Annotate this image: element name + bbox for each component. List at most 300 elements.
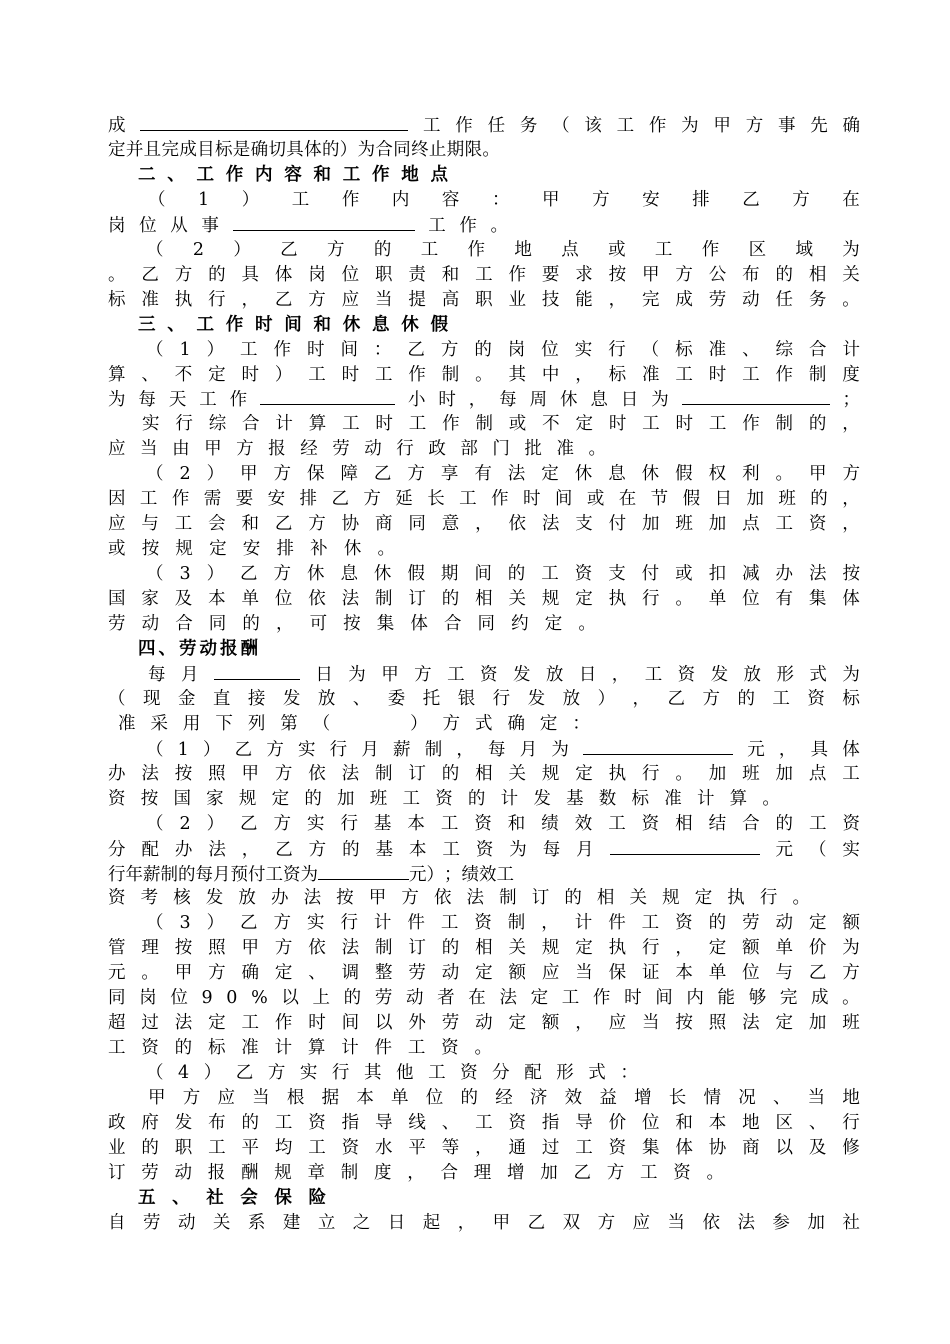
char: 基 xyxy=(375,839,393,860)
char: 集 xyxy=(376,614,395,634)
char: 行 xyxy=(608,339,626,360)
char: 够 xyxy=(748,988,767,1009)
char: 乙 xyxy=(240,564,258,585)
char: 。 xyxy=(108,264,126,285)
char: 行 xyxy=(340,913,358,934)
char: 限 xyxy=(464,139,483,160)
char: 月 xyxy=(576,839,594,860)
char: 合 xyxy=(809,339,827,360)
char: （ xyxy=(146,913,164,934)
char: 按 xyxy=(675,1013,693,1034)
char: 定 xyxy=(708,938,727,959)
char: 时 xyxy=(708,364,727,385)
char: 的 xyxy=(321,139,340,160)
char: 法 xyxy=(737,1212,755,1233)
char: 资 xyxy=(677,664,696,685)
char: 规 xyxy=(541,763,560,784)
char: 保 xyxy=(608,963,627,984)
char: 工 xyxy=(402,788,420,809)
char: ） xyxy=(206,339,225,360)
char: 按 xyxy=(174,763,193,784)
char: （ xyxy=(146,339,164,360)
text-line xyxy=(108,137,500,163)
char: 定 xyxy=(694,888,713,909)
char: 与 xyxy=(141,514,159,535)
char: 时 xyxy=(522,489,541,510)
char: ） xyxy=(241,189,260,210)
char: 方 xyxy=(174,264,193,285)
text-line xyxy=(148,661,860,687)
char: ， xyxy=(407,1162,425,1183)
char: 方 xyxy=(702,688,720,709)
char: 定 xyxy=(274,963,293,984)
char: 合 xyxy=(742,813,760,834)
char: 价 xyxy=(608,1113,627,1133)
char: 方 xyxy=(414,664,432,685)
char: 的 xyxy=(507,564,526,585)
char: 水 xyxy=(375,1137,393,1158)
char: 资 xyxy=(441,1038,459,1059)
char: 为 xyxy=(108,390,126,411)
char: 工 xyxy=(199,390,217,411)
char: 乙 xyxy=(667,688,685,709)
char: 为 xyxy=(651,390,669,411)
char: ， xyxy=(842,489,860,510)
char: 第 xyxy=(280,713,298,734)
char: 岗 xyxy=(507,339,526,360)
char: 薪 xyxy=(143,864,161,885)
char: 。 xyxy=(490,215,508,236)
char: 每 xyxy=(148,664,166,685)
char: （ xyxy=(146,739,164,760)
char: 准 xyxy=(118,713,136,734)
char: 技 xyxy=(541,289,560,310)
char: 享 xyxy=(440,464,459,485)
char: 协 xyxy=(708,1137,727,1158)
char: 周 xyxy=(529,390,548,411)
char: 工 xyxy=(423,116,441,136)
text-line xyxy=(148,187,860,213)
char: 标 xyxy=(214,139,233,160)
char: 方 xyxy=(273,464,292,485)
char: （ xyxy=(552,116,570,136)
char: 其 xyxy=(508,364,526,385)
char: 发 xyxy=(533,788,551,809)
char: 单 xyxy=(775,938,793,959)
char: ） xyxy=(339,139,358,160)
char: 要 xyxy=(235,489,254,510)
char: 加 xyxy=(807,1212,825,1233)
char: 工 xyxy=(608,813,626,834)
char: 配 xyxy=(524,1063,542,1084)
char: 行 xyxy=(642,589,660,610)
char: 班 xyxy=(778,489,796,510)
char: 方 xyxy=(267,1063,286,1084)
text-line xyxy=(108,935,860,961)
char: 本 xyxy=(708,1113,727,1133)
char: 相 xyxy=(675,813,693,834)
char: 法 xyxy=(341,763,360,784)
char: 具 xyxy=(286,139,304,160)
char: 完 xyxy=(161,139,179,160)
char: 应 xyxy=(108,514,126,535)
char: 位 xyxy=(642,1113,660,1133)
char: 政 xyxy=(108,1113,126,1133)
char: 法 xyxy=(341,938,360,959)
char: 年 xyxy=(125,864,143,885)
char: 商 xyxy=(375,514,393,535)
char: 规 xyxy=(274,1162,292,1183)
char: 资 xyxy=(608,1137,627,1158)
char: 延 xyxy=(395,489,413,510)
char: 作 xyxy=(491,489,509,510)
char: 相 xyxy=(475,763,493,784)
char: 准 xyxy=(664,788,682,809)
char: 实 xyxy=(142,414,160,435)
char: 照 xyxy=(208,938,226,959)
char: 的 xyxy=(441,589,460,610)
char: 为 xyxy=(842,664,860,685)
char: 按 xyxy=(140,788,159,809)
char: 地 xyxy=(514,239,532,260)
char: 有 xyxy=(474,464,492,485)
char: 依 xyxy=(308,589,326,610)
char: ； xyxy=(842,390,860,411)
char: 制 xyxy=(340,1162,359,1183)
char: 工 xyxy=(642,414,660,435)
char: （ xyxy=(641,339,660,360)
section-heading xyxy=(138,636,258,662)
char: 五 xyxy=(138,1187,156,1208)
char: 体 xyxy=(274,264,293,285)
char: 。 xyxy=(482,139,500,160)
char: 理 xyxy=(141,938,159,959)
char: ： xyxy=(491,189,510,210)
char: 理 xyxy=(473,1162,492,1183)
char: 工 xyxy=(241,1013,259,1034)
char: 工 xyxy=(442,839,460,860)
text-line xyxy=(118,711,590,737)
char: 考 xyxy=(140,888,159,909)
char: 工 xyxy=(440,813,459,834)
char: 、 xyxy=(141,364,159,385)
char: 方 xyxy=(308,514,326,535)
char: 加 xyxy=(642,514,660,535)
char: 是 xyxy=(232,139,251,160)
text-line xyxy=(148,1085,860,1111)
char: 标 xyxy=(608,364,627,385)
char: 元 xyxy=(775,839,793,860)
char: ， xyxy=(457,1212,476,1233)
char: 甲 xyxy=(241,938,259,959)
char: 节 xyxy=(650,489,669,510)
text-line xyxy=(108,486,860,512)
char: 定 xyxy=(475,963,493,984)
char: 效 xyxy=(479,864,497,885)
text-line xyxy=(108,1010,860,1036)
char: 办 xyxy=(108,763,126,784)
char: 乙 xyxy=(141,264,159,285)
char: 资 xyxy=(341,1137,360,1158)
char: 作 xyxy=(508,264,526,285)
char: 的 xyxy=(564,888,582,909)
char: 日 xyxy=(387,1212,406,1233)
char: 工 xyxy=(496,864,514,885)
char: 过 xyxy=(141,1013,159,1034)
char: 安 xyxy=(267,489,286,510)
char: 制 xyxy=(441,364,460,385)
char: 完 xyxy=(779,988,798,1009)
char: 每 xyxy=(499,390,517,411)
char: 同 xyxy=(477,614,496,634)
char: 作 xyxy=(742,414,760,435)
char: 的 xyxy=(242,614,260,634)
char: 工 xyxy=(108,1038,126,1059)
char: 甲 xyxy=(240,464,258,485)
char: 事 xyxy=(777,116,796,136)
char: 、 xyxy=(352,688,371,709)
char: 同 xyxy=(393,139,411,160)
char: 依 xyxy=(308,763,326,784)
char: ， xyxy=(575,1013,593,1034)
char: 先 xyxy=(810,116,828,136)
char: ， xyxy=(575,364,593,385)
char: 建 xyxy=(282,1212,301,1233)
text-line xyxy=(108,362,860,388)
char: 算 xyxy=(729,788,748,809)
char: 执 xyxy=(608,938,627,959)
section-heading xyxy=(138,312,448,338)
fill-in-blank xyxy=(610,836,760,855)
text-line xyxy=(108,112,860,138)
char: ） xyxy=(206,564,225,585)
char: 为 xyxy=(842,239,860,260)
char: 标 xyxy=(842,688,860,709)
char: 资 xyxy=(842,813,860,834)
char: 实 xyxy=(298,739,316,760)
char: 基 xyxy=(373,813,392,834)
char: 内 xyxy=(255,164,273,185)
char: 时 xyxy=(255,314,273,335)
char: 照 xyxy=(708,1013,727,1034)
char: 关 xyxy=(629,888,647,909)
char: 方 xyxy=(182,1088,201,1109)
char: 当 xyxy=(252,1088,270,1109)
char: 应 xyxy=(217,1088,235,1109)
char: 报 xyxy=(220,638,238,659)
text-line xyxy=(108,686,860,712)
char: 动 xyxy=(405,988,424,1009)
char: 工 xyxy=(654,239,673,260)
char: 工 xyxy=(308,1137,326,1158)
char: 的 xyxy=(775,813,794,834)
char: 班 xyxy=(842,1013,860,1034)
text-line xyxy=(108,1160,724,1186)
char: 计 xyxy=(274,1038,293,1059)
char: 休 xyxy=(306,564,325,585)
char: 委 xyxy=(387,688,406,709)
char: 支 xyxy=(608,564,626,585)
char: ） xyxy=(202,739,221,760)
char: 社 xyxy=(206,1187,224,1208)
char: ） xyxy=(597,688,616,709)
char: 发 xyxy=(174,1113,193,1133)
char: 预 xyxy=(230,864,248,885)
char: 资 xyxy=(108,888,126,909)
char: 障 xyxy=(340,464,358,485)
char: 中 xyxy=(541,364,560,385)
char: 能 xyxy=(575,289,593,310)
char: 会 xyxy=(240,1187,258,1208)
char: 法 xyxy=(303,888,322,909)
char: 方 xyxy=(792,189,810,210)
char: 工 xyxy=(641,913,660,934)
char: 间 xyxy=(340,339,358,360)
char: 元 xyxy=(409,864,427,885)
char: 酬 xyxy=(241,1162,259,1183)
text-line xyxy=(108,436,606,462)
char: 减 xyxy=(742,564,760,585)
char: 准 xyxy=(556,439,574,460)
char: 集 xyxy=(642,1137,660,1158)
char: 金 xyxy=(177,688,196,709)
char: 平 xyxy=(408,1137,426,1158)
text-line xyxy=(108,1110,860,1136)
fill-in-blank xyxy=(682,386,830,405)
char: 班 xyxy=(675,514,693,535)
text-line xyxy=(108,761,860,787)
char: 作 xyxy=(648,116,667,136)
char: 工 xyxy=(428,1063,446,1084)
char: 班 xyxy=(369,788,388,809)
char: 元 xyxy=(747,739,765,760)
char: 岗 xyxy=(108,215,126,236)
fill-in-blank xyxy=(214,661,300,680)
char: 合 xyxy=(242,414,260,435)
char: ， xyxy=(475,514,493,535)
char: 作 xyxy=(442,414,460,435)
char: 工 xyxy=(408,414,427,435)
char: 工 xyxy=(440,913,459,934)
char: 经 xyxy=(495,1088,513,1109)
char: 规 xyxy=(541,589,560,610)
char: 执 xyxy=(727,888,745,909)
char: 体 xyxy=(842,589,860,610)
char: 天 xyxy=(168,390,187,411)
char: 标 xyxy=(207,1038,226,1059)
char: 、 xyxy=(167,314,185,335)
char: 成 xyxy=(811,988,829,1009)
char: 甲 xyxy=(241,763,259,784)
char: 1 xyxy=(198,189,210,210)
char: 期 xyxy=(446,139,465,160)
char: ， xyxy=(632,688,651,709)
char: 核 xyxy=(173,888,191,909)
char: 方 xyxy=(842,963,860,984)
char: 确 xyxy=(507,713,525,734)
char: 劳 xyxy=(408,963,426,984)
char: 形 xyxy=(776,664,794,685)
char: 者 xyxy=(437,988,455,1009)
char: 情 xyxy=(703,1088,721,1109)
char: 。 xyxy=(141,963,159,984)
char: 用 xyxy=(182,713,201,734)
char: 实 xyxy=(842,839,860,860)
char: 依 xyxy=(702,1212,720,1233)
char: 准 xyxy=(708,339,727,360)
char: 资 xyxy=(808,514,827,535)
char: 乙 xyxy=(240,813,258,834)
char: 作 xyxy=(225,164,244,185)
char: 修 xyxy=(842,1137,860,1158)
char: 乙 xyxy=(742,189,760,210)
char: 立 xyxy=(317,1212,336,1233)
char: 政 xyxy=(428,439,446,460)
char: 。 xyxy=(706,1162,724,1183)
char: 件 xyxy=(608,913,626,934)
char: 日 xyxy=(315,664,333,685)
char: 方 xyxy=(675,264,693,285)
char: 内 xyxy=(686,988,704,1009)
char: 加 xyxy=(540,1162,558,1183)
text-line xyxy=(108,212,508,238)
char: 应 xyxy=(541,963,560,984)
char: 和 xyxy=(441,264,460,285)
char: 乙 xyxy=(808,963,827,984)
char: 乙 xyxy=(274,289,293,310)
char: 点 xyxy=(561,239,579,260)
char: 和 xyxy=(313,314,331,335)
char: 价 xyxy=(808,938,827,959)
char: 成 xyxy=(108,116,126,136)
char: 假 xyxy=(675,464,693,485)
char: 劳 xyxy=(332,439,350,460)
char: 方 xyxy=(401,888,419,909)
char: 工 xyxy=(742,364,760,385)
char: 高 xyxy=(441,289,460,310)
char: 的 xyxy=(304,788,322,809)
char: 工 xyxy=(772,688,790,709)
char: 府 xyxy=(141,1113,159,1133)
char: 式 xyxy=(588,1063,606,1084)
char: 确 xyxy=(250,139,269,160)
char: 制 xyxy=(775,414,794,435)
char: 位 xyxy=(341,264,360,285)
char: 资 xyxy=(474,913,492,934)
char: 、 xyxy=(172,1187,190,1208)
char: 线 xyxy=(408,1113,426,1133)
char: 定 xyxy=(208,1013,226,1034)
char: 超 xyxy=(108,1013,126,1034)
char: 方 xyxy=(266,739,284,760)
char: 准 xyxy=(241,1038,259,1059)
text-line xyxy=(108,836,860,862)
char: 保 xyxy=(306,464,325,485)
char: 整 xyxy=(375,963,393,984)
text-line xyxy=(108,786,780,812)
char: 成 xyxy=(179,139,197,160)
char: 资 xyxy=(641,813,660,834)
char: 月 xyxy=(213,864,231,885)
char: ， xyxy=(475,1137,493,1158)
char: 批 xyxy=(524,439,542,460)
char: ） xyxy=(274,364,293,385)
char: 付 xyxy=(608,514,627,535)
char: 按 xyxy=(174,938,193,959)
char: ， xyxy=(456,739,474,760)
char: 当 xyxy=(575,963,593,984)
char: 劳 xyxy=(141,1162,159,1183)
